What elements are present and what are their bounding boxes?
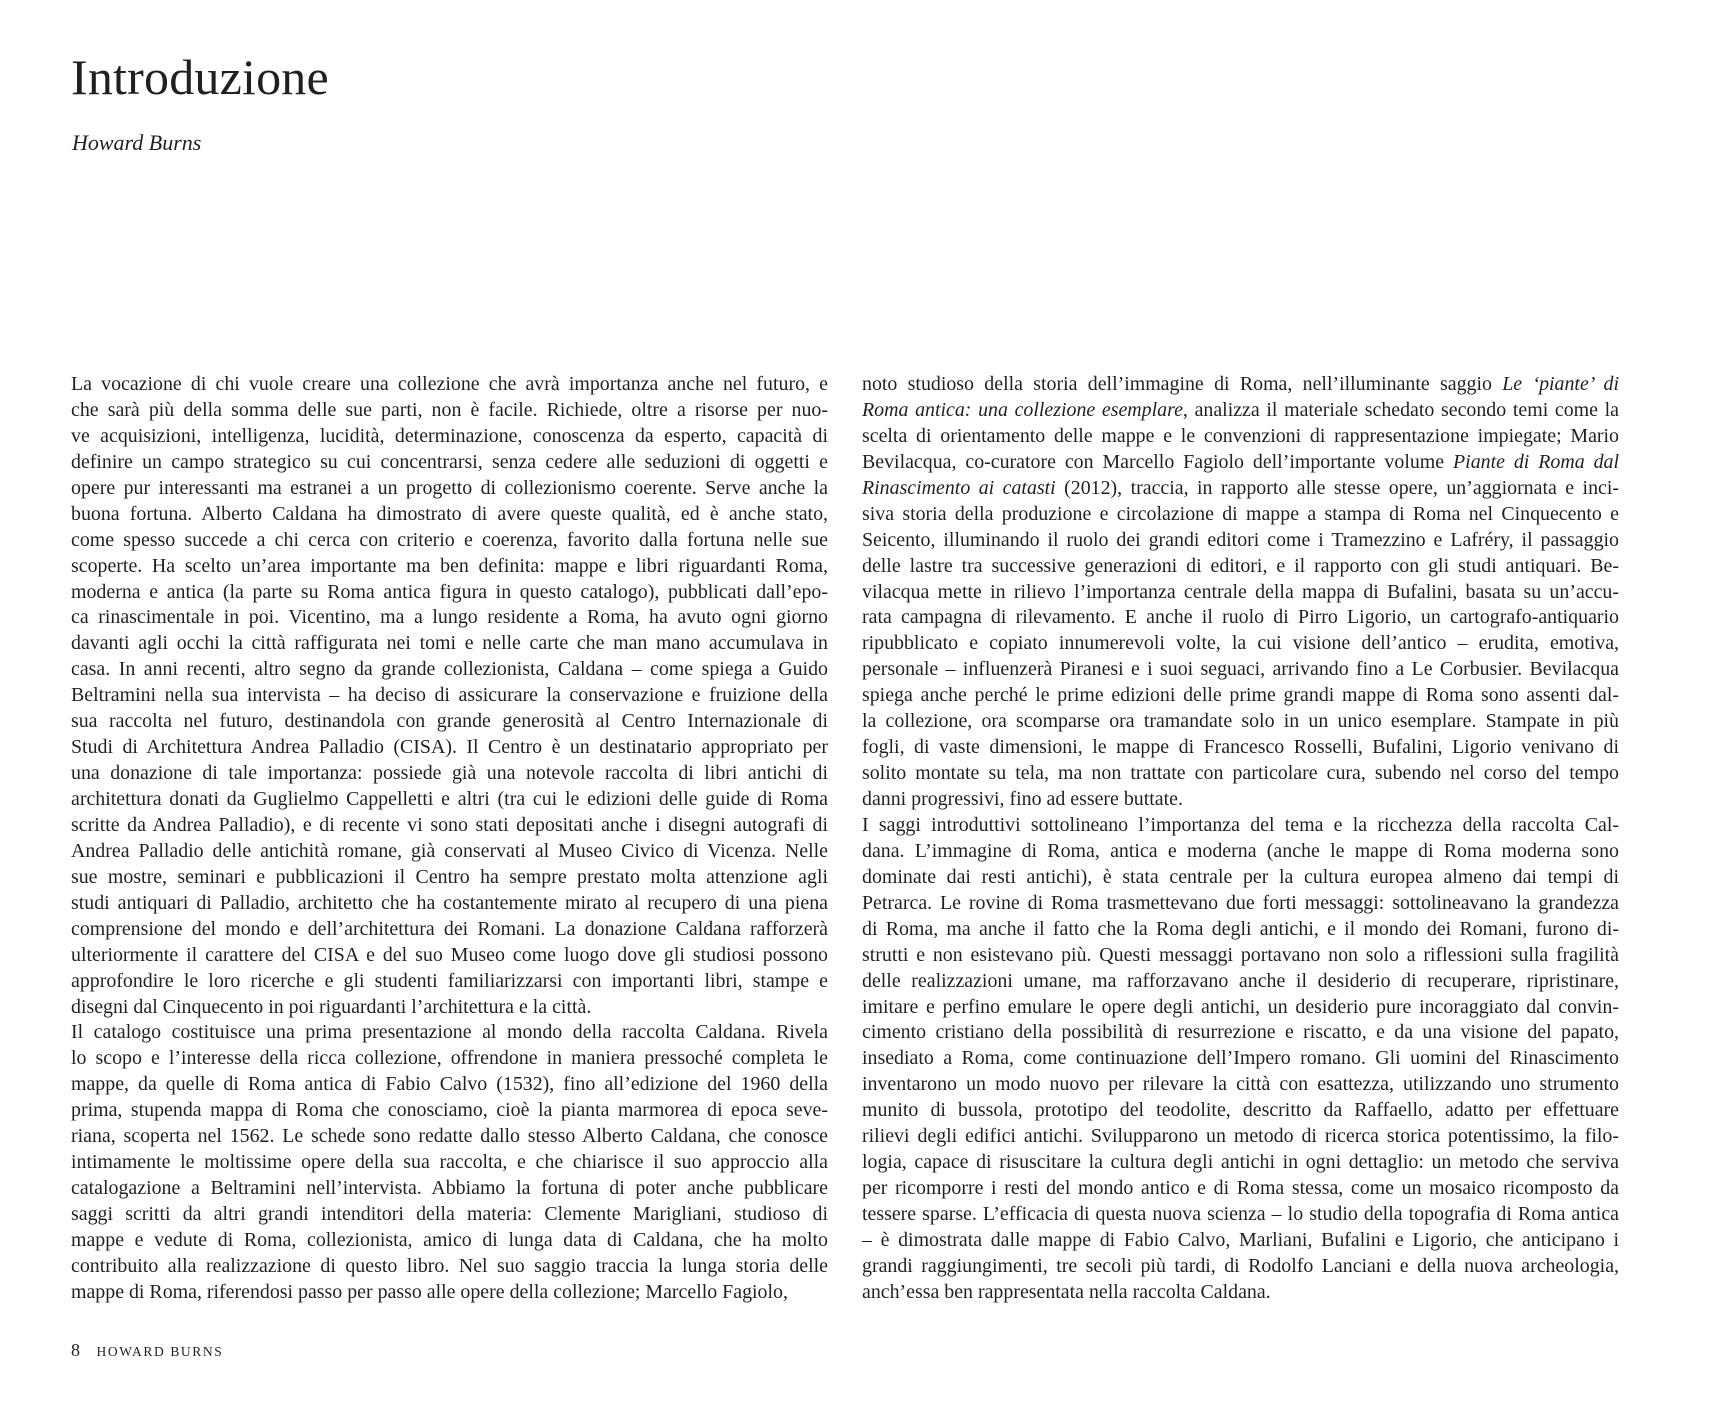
text-line: solito montate su tela, ma non trattate con particolare cura, subendo nel corso del tempo [862,762,1619,785]
text-line: come spesso succede a chi cerca con criterio e coerenza, favorito dalla fortuna nelle sue [71,528,828,551]
text-line: contribuito alla realizzazione di questo libro. Nel suo saggio traccia la lunga storia delle [71,1254,828,1277]
text-line: scritte da Andrea Palladio), e di recente vi sono stati depositati anche i disegni autografi di [71,813,828,836]
text-line: logia, capace di risuscitare la cultura degli antichi in ogni dettaglio: un metodo che serviva [862,1151,1619,1174]
text-line: inventarono un modo nuovo per rilevare la città con esattezza, utilizzando uno strumento [862,1073,1619,1096]
text-line: tessere sparse. L’efficacia di questa nuova scienza – lo studio della topografia di Roma antica [862,1203,1619,1225]
text-line: riana, scoperta nel 1562. Le schede sono redatte dallo stesso Alberto Caldana, che conosce [71,1125,828,1148]
text-line: anch’essa ben rappresentata nella raccolta Caldana. [862,1280,1271,1303]
text-line: opere pur interessanti ma estranei a un progetto di collezionismo coerente. Serve anche la [71,476,828,499]
text-line: sue mostre, seminari e pubblicazioni il Centro ha sempre prestato molta attenzione agli [71,865,828,888]
page-number: 8 [71,1340,80,1360]
text-line: buona fortuna. Alberto Caldana ha dimostrato di avere queste qualità, ed è anche stato, [71,502,828,525]
text-line: la collezione, ora scomparse ora tramandate solo in un unico esemplare. Stampate in più [862,710,1619,733]
text-line: mappe, da quelle di Roma antica di Fabio Calvo (1532), fino all’edizione del 1960 della [71,1073,828,1096]
text-line: Andrea Palladio delle antichità romane, già conservati al Museo Civico di Vicenza. Nelle [71,839,828,862]
running-head: HOWARD BURNS [96,1344,224,1359]
text-line: saggi scritti da altri grandi intenditori della materia: Clemente Marigliani, studioso di [71,1203,828,1225]
text-line: mappe di Roma, riferendosi passo per passo alle opere della collezione; Marcello Fagiolo, [71,1280,788,1303]
chapter-title: Introduzione [71,49,329,105]
text-line: catalogazione a Beltramini nell’intervista. Abbiamo la fortuna di poter anche pubblicare [71,1177,828,1200]
text-line: Rinascimento ai catasti (2012), traccia, in rapporto alle stesse opere, un’aggiornata e inci- [862,476,1619,499]
text-line: casa. In anni recenti, altro segno da grande collezionista, Caldana – come spiega a Guido [71,658,828,681]
text-line: ve acquisizioni, intelligenza, lucidità, determinazione, conoscenza da esperto, capacità di [71,424,828,447]
text-line: ripubblicato e copiato innumerevoli volte, la cui visione dell’antico – erudita, emotiva, [862,632,1619,655]
text-line: scoperte. Ha scelto un’area importante ma ben definita: mappe e libri riguardanti Roma, [71,554,828,577]
text-line: siva storia della produzione e circolazione di mappe a stampa di Roma nel Cinquecento e [862,502,1619,525]
text-line: ulteriormente il carattere del CISA e del suo Museo come luogo dove gli studiosi possono [71,943,828,966]
text-line: ca rinascimentale in poi. Vicentino, ma a lungo residente a Roma, ha avuto ogni giorno [71,606,828,629]
text-line: Seicento, illuminando il ruolo dei grandi editori come i Tramezzino e Lafréry, il passaggio [862,528,1619,551]
text-line: intimamente le moltissime opere della sua raccolta, e che chiarisce il suo approccio alla [71,1151,828,1174]
text-line: noto studioso della storia dell’immagine di Roma, nell’illuminante saggio Le ‘piante’ di [862,373,1619,395]
italic-title: Le ‘piante’ di [1502,373,1619,395]
text-line: lo scopo e l’interesse della ricca collezione, offrendone in maniera pressoché completa le [71,1047,828,1070]
right-text-column [862,372,1619,1306]
text-line: Roma antica: una collezione esemplare, analizza il materiale schedato secondo temi come la [862,398,1619,421]
text-line: sua raccolta nel futuro, destinandola con grande generosità al Centro Internazionale di [71,710,828,733]
left-text-column [71,372,828,1306]
text-line: munito di bussola, prototipo del teodolite, descritto da Raffaello, adatto per effettuare [862,1099,1619,1122]
text-line: per ricomporre i resti del mondo antico e di Roma stessa, come un mosaico ricomposto da [862,1177,1619,1200]
text-line: vilacqua mette in rilievo l’importanza centrale della mappa di Bufalini, basata su un’accu- [862,580,1619,603]
text-line: delle realizzazioni umane, ma rafforzavano anche il desiderio di recuperare, ripristinare, [862,969,1619,992]
text-line: Il catalogo costituisce una prima presentazione al mondo della raccolta Caldana. Rivela [71,1021,828,1044]
text-line: insediato a Roma, come continuazione dell’Impero romano. Gli uomini del Rinascimento [862,1047,1619,1070]
text-line: approfondire le loro ricerche e gli studenti familiarizzarsi con importanti libri, stampe e [71,969,828,992]
text-line: Studi di Architettura Andrea Palladio (CISA). Il Centro è un destinatario appropriato per [71,736,828,759]
text-line: grandi raggiungimenti, tre secoli più tardi, di Rodolfo Lanciani e della nuova archeologia, [862,1254,1619,1277]
text-line: imitare e perfino emulare le opere degli antichi, un desiderio pure incoraggiato dal convin- [862,995,1619,1018]
text-line: fogli, di vaste dimensioni, le mappe di Francesco Rosselli, Bufalini, Ligorio venivano di [862,736,1619,759]
text-line: studi antiquari di Palladio, architetto che ha costantemente mirato al recupero di una piena [71,891,828,914]
text-line: strutti e non esistevano più. Questi messaggi portavano non solo a riflessioni sulla fragilità [862,943,1619,966]
text-line: definire un campo strategico su cui concentrarsi, senza cedere alle seduzioni di oggetti e [71,450,828,473]
text-line: I saggi introduttivi sottolineano l’importanza del tema e la ricchezza della raccolta Cal- [862,813,1619,836]
text-line: disegni dal Cinquecento in poi riguardanti l’architettura e la città. [71,995,592,1018]
text-line: Petrarca. Le rovine di Roma trasmettevano due forti messaggi: sottolineavano la grandezza [862,891,1619,914]
text-line: – è dimostrata dalle mappe di Fabio Calvo, Marliani, Bufalini e Ligorio, che anticipano i [862,1228,1619,1251]
text-line: moderna e antica (la parte su Roma antica figura in questo catalogo), pubblicati dall’epo- [71,580,828,603]
text-line: Beltramini nella sua intervista – ha deciso di assicurare la conservazione e fruizione della [71,684,828,707]
italic-title: Piante di Roma dal [1453,450,1619,473]
text-line: comprensione del mondo e dell’architettura dei Romani. La donazione Caldana rafforzerà [71,917,828,940]
text-line: personale – influenzerà Piranesi e i suoi seguaci, arrivando fino a Le Corbusier. Bevilacqua [862,658,1619,681]
text-line: cimento cristiano della possibilità di resurrezione e riscatto, e da una visione del papato, [862,1021,1619,1044]
text-line: che sarà più della somma delle sue parti, non è facile. Richiede, oltre a risorse per nuo- [71,398,828,421]
text-line: architettura donati da Guglielmo Cappelletti e altri (tra cui le edizioni delle guide di Roma [71,788,828,810]
italic-title: Rinascimento ai catasti [862,476,1056,499]
text-line: danni progressivi, fino ad essere buttate. [862,788,1183,810]
author-byline: Howard Burns [72,130,202,155]
text-line: spiega anche perché le prime edizioni delle prime grandi mappe di Roma sono assenti dal- [862,684,1619,707]
text-line: La vocazione di chi vuole creare una collezione che avrà importanza anche nel futuro, e [71,373,828,395]
text-line: scelta di orientamento delle mappe e le convenzioni di rappresentazione impiegate; Mario [862,424,1619,447]
text-line: rata campagna di rilevamento. E anche il ruolo di Pirro Ligorio, un cartografo-antiquario [862,606,1619,629]
text-line: delle lastre tra successive generazioni di editori, e il rapporto con gli studi antiquari. Be- [862,554,1619,577]
text-line: Bevilacqua, co-curatore con Marcello Fagiolo dell’importante volume Piante di Roma dal [862,450,1619,473]
page-footer [71,1338,223,1364]
text-line: prima, stupenda mappa di Roma che conosciamo, cioè la pianta marmorea di epoca seve- [71,1099,828,1122]
text-line: una donazione di tale importanza: possiede già una notevole raccolta di libri antichi di [71,762,828,785]
text-line: dominate dai resti antichi), è stata centrale per la cultura europea almeno dai tempi di [862,865,1619,888]
text-line: davanti agli occhi la città raffigurata nei tomi e nelle carte che man mano accumulava in [71,632,828,655]
text-line: di Roma, ma anche il fatto che la Roma degli antichi, e il mondo dei Romani, furono di- [862,917,1619,940]
text-line: rilievi degli edifici antichi. Svilupparono un metodo di ricerca storica potentissimo, la filo- [862,1125,1619,1148]
text-line: dana. L’immagine di Roma, antica e moderna (anche le mappe di Roma moderna sono [862,839,1619,862]
italic-title: Roma antica: una collezione esemplare [862,398,1183,421]
text-line: mappe e vedute di Roma, collezionista, amico di lunga data di Caldana, che ha molto [71,1228,828,1251]
